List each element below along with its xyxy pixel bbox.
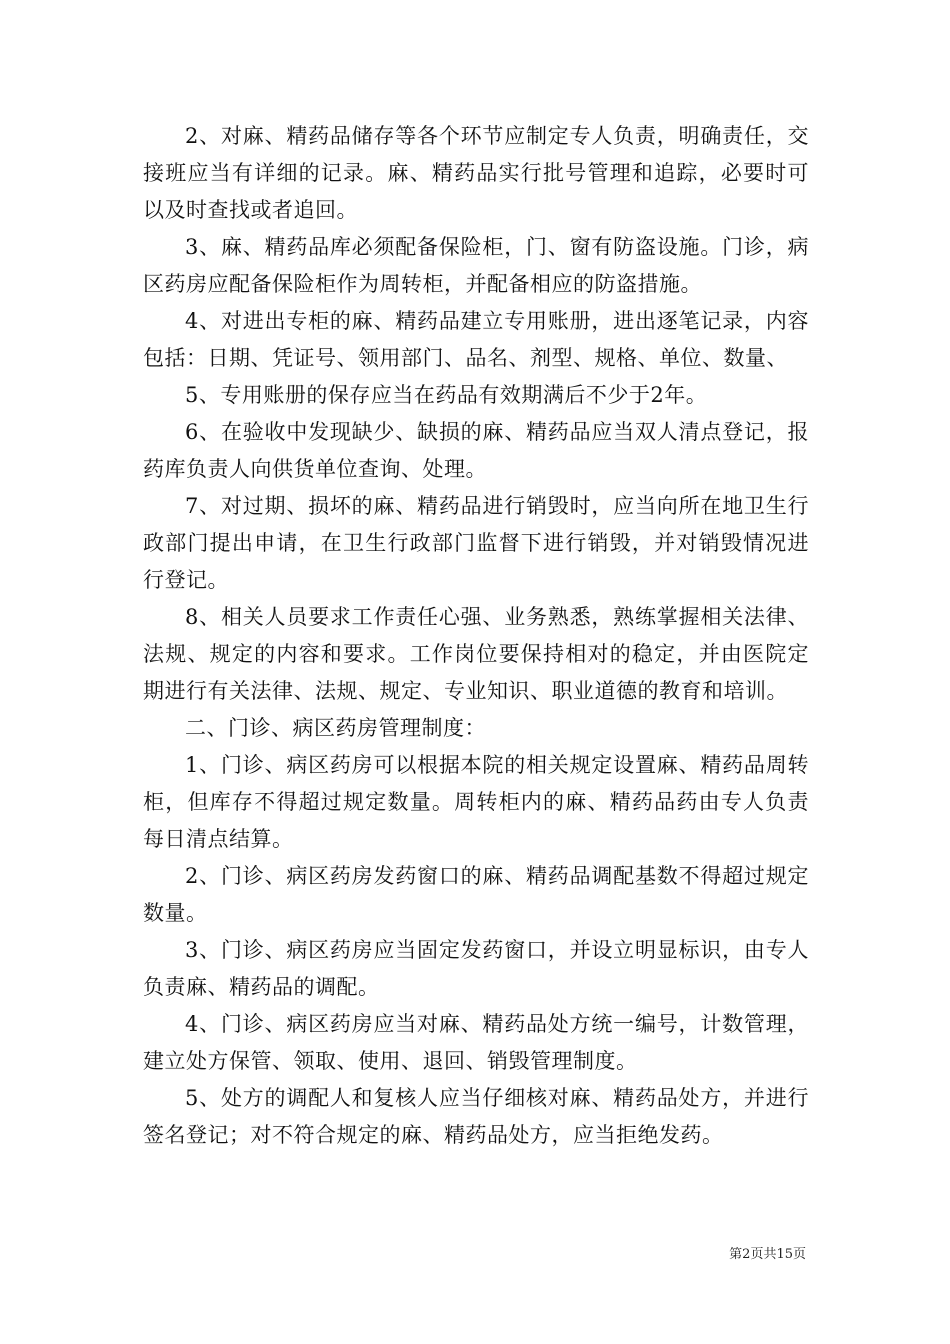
paragraph-inspection-shortage: 6、在验收中发现缺少、缺损的麻、精药品应当双人清点登记，报药库负责人向供货单位查询、处理。 — [143, 420, 809, 481]
paragraph-fixed-window: 3、门诊、病区药房应当固定发药窗口，并设立明显标识，由专人负责麻、精药品的调配。 — [143, 938, 809, 999]
paragraph-destruction: 7、对过期、损坏的麻、精药品进行销毁时，应当向所在地卫生行政部门提出申请，在卫生行政部门监督下进行销毁，并对销毁情况进行登记。 — [143, 494, 809, 592]
paragraph-staff-requirements: 8、相关人员要求工作责任心强、业务熟悉，熟练掌握相关法律、法规、规定的内容和要求。工作岗位要保持相对的稳定，并由医院定期进行有关法律、法规、规定、专业知识、职业道德的教育和培训。 — [143, 605, 809, 703]
paragraph-storage-responsibility: 2、对麻、精药品储存等各个环节应制定专人负责，明确责任，交接班应当有详细的记录。麻、精药品实行批号管理和追踪，必要时可以及时查找或者追回。 — [143, 124, 809, 222]
paragraph-prescription-numbering: 4、门诊、病区药房应当对麻、精药品处方统一编号，计数管理，建立处方保管、领取、使用、退回、销毁管理制度。 — [143, 1012, 809, 1073]
page-number: 第2页共15页 — [729, 1247, 806, 1262]
document-body — [143, 118, 809, 1154]
paragraph-turnover-cabinet: 1、门诊、病区药房可以根据本院的相关规定设置麻、精药品周转柜，但库存不得超过规定数量。周转柜内的麻、精药品药由专人负责每日清点结算。 — [143, 753, 809, 851]
section-heading-pharmacy-rules: 二、门诊、病区药房管理制度： — [185, 716, 486, 740]
paragraph-prescription-check: 5、处方的调配人和复核人应当仔细核对麻、精药品处方，并进行签名登记；对不符合规定的麻、精药品处方，应当拒绝发药。 — [143, 1086, 809, 1147]
paragraph-dispensing-base: 2、门诊、病区药房发药窗口的麻、精药品调配基数不得超过规定数量。 — [143, 864, 809, 925]
paragraph-ledger-retention: 5、专用账册的保存应当在药品有效期满后不少于2年。 — [185, 383, 708, 407]
paragraph-safe-cabinet: 3、麻、精药品库必须配备保险柜，门、窗有防盗设施。门诊，病区药房应配备保险柜作为周转柜，并配备相应的防盗措施。 — [143, 235, 809, 296]
paragraph-ledger-records: 4、对进出专柜的麻、精药品建立专用账册，进出逐笔记录，内容包括：日期、凭证号、领用部门、品名、剂型、规格、单位、数量、 — [143, 309, 809, 370]
